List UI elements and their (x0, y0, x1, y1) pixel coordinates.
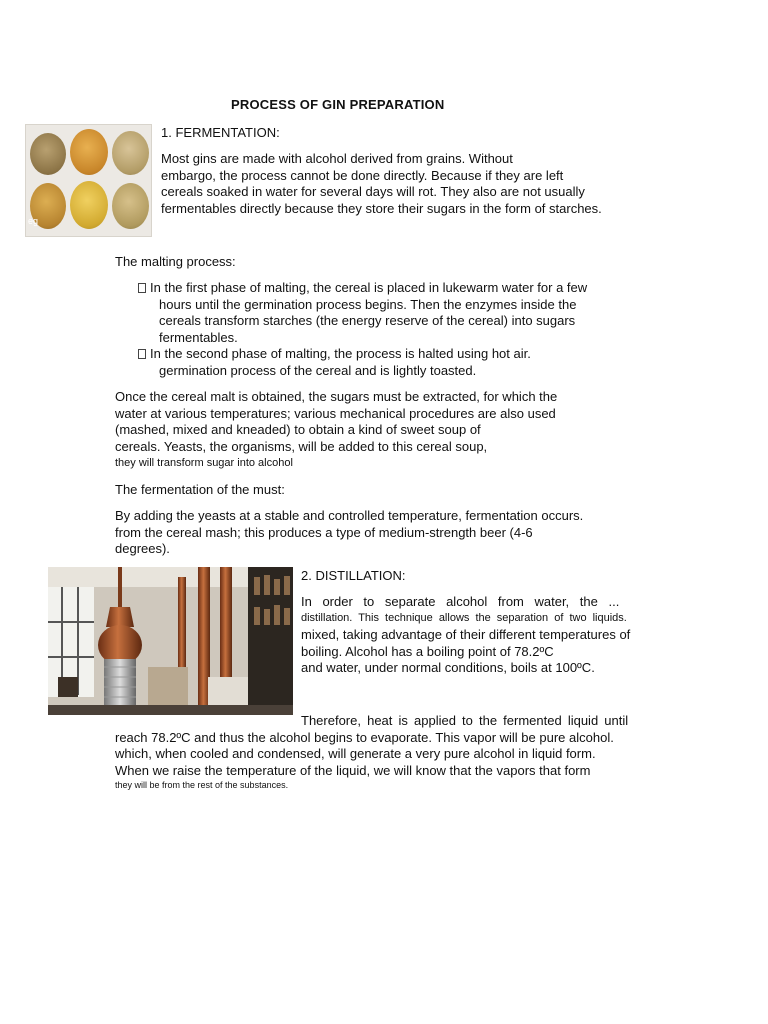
bullet-line: germination process of the cereal and is lightly toasted. (159, 362, 477, 378)
paragraph-line: fermentables directly because they store their sugars in the form of starches. (161, 200, 602, 216)
paragraph-line: cereals soaked in water for several days will rot. They also are not usually (161, 184, 585, 199)
image-corner-text: eg (28, 216, 39, 226)
page-title: PROCESS OF GIN PREPARATION (231, 97, 445, 112)
section-heading-fermentation: 1. FERMENTATION: (161, 125, 280, 140)
paragraph-line: distillation. This technique allows the separation of two liquids. (301, 612, 627, 624)
paragraph-line: reach 78.2ºC and thus the alcohol begins to evaporate. This vapor will be pure alcohol. (115, 729, 614, 745)
section-heading-distillation: 2. DISTILLATION: (301, 568, 406, 583)
paragraph-line: which, when cooled and condensed, will generate a very pure alcohol in liquid form. (115, 746, 596, 761)
bullet-line: hours until the germination process begins. Then the enzymes inside the (159, 296, 577, 312)
paragraph-line: When we raise the temperature of the liquid, we will know that the vapors that form (115, 762, 591, 778)
paragraph-line: embargo, the process cannot be done directly. Because if they are left (161, 167, 564, 183)
paragraph-line: Most gins are made with alcohol derived from grains. Without (161, 151, 513, 166)
paragraph-line: cereals. Yeasts, the organisms, will be added to this cereal soup, (115, 438, 488, 454)
distillery-photo (48, 567, 293, 715)
bullet-icon (138, 283, 146, 293)
paragraph-line: By adding the yeasts at a stable and controlled temperature, fermentation occurs. (115, 508, 584, 523)
paragraph-line: they will be from the rest of the substances. (115, 780, 289, 790)
bullet-icon (138, 349, 146, 359)
bullet-item-first-phase (138, 280, 587, 297)
paragraph-line: In order to separate alcohol from water, the ... (301, 594, 620, 609)
paragraph-line: boiling. Alcohol has a boiling point of 78.2ºC (301, 643, 554, 659)
bullet-text: In the first phase of malting, the cereal is placed in lukewarm water for a few (150, 280, 588, 295)
paragraph-line: they will transform sugar into alcohol (115, 457, 293, 469)
bullet-line: cereals transform starches (the energy reserve of the cereal) into sugars (159, 313, 576, 328)
subheading-malting: The malting process: (115, 254, 236, 269)
grains-photo (25, 124, 152, 237)
paragraph-line: water at various temperatures; various mechanical procedures are also used (115, 405, 556, 421)
paragraph-line: degrees). (115, 541, 170, 556)
subheading-must: The fermentation of the must: (115, 482, 285, 497)
paragraph-line: and water, under normal conditions, boils at 100ºC. (301, 660, 595, 675)
paragraph-line: Therefore, heat is applied to the fermented liquid until (301, 713, 629, 728)
bullet-item-second-phase (138, 346, 531, 363)
paragraph-line: Once the cereal malt is obtained, the sugars must be extracted, for which the (115, 389, 558, 404)
paragraph-line: from the cereal mash; this produces a type of medium-strength beer (4-6 (115, 524, 533, 540)
bullet-line: fermentables. (159, 329, 238, 345)
paragraph-line: mixed, taking advantage of their different temperatures of (301, 627, 631, 642)
bullet-text: In the second phase of malting, the process is halted using hot air. (150, 346, 531, 361)
paragraph-line: (mashed, mixed and kneaded) to obtain a kind of sweet soup of (115, 422, 481, 437)
